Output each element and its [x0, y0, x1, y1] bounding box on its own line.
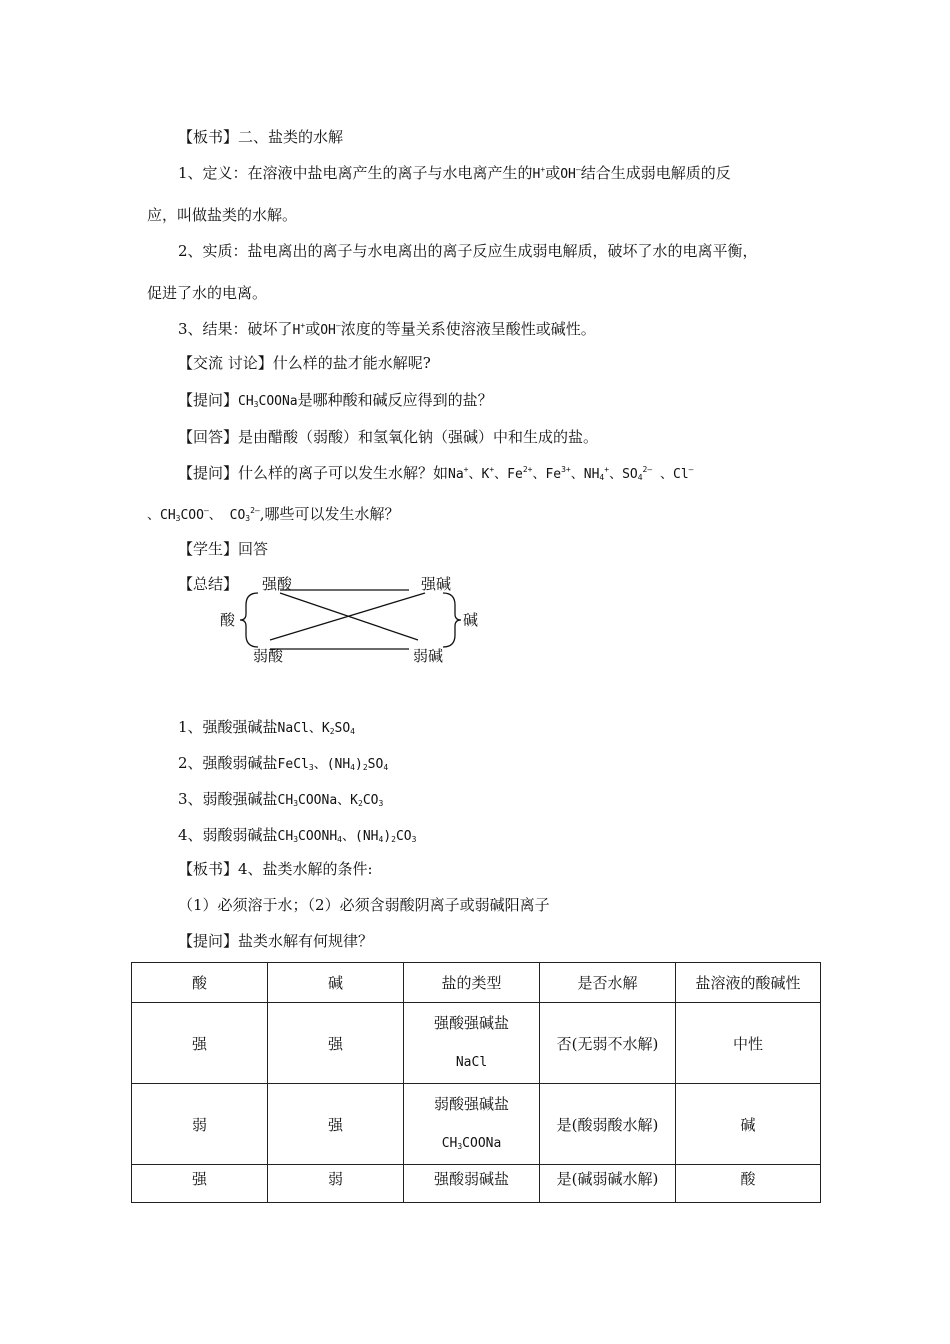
question-line-1: 【提问】$CH_3COONa$是哪种酸和碱反应得到的盐？: [178, 391, 493, 409]
header-property: 盐溶液的酸碱性: [676, 963, 821, 1003]
cell-hydrolysis: 是(酸弱酸水解): [540, 1084, 676, 1165]
definition-line-cont: 应，叫做盐类的水解。: [147, 206, 298, 224]
salt-type-text: 弱酸强碱盐: [433, 1095, 509, 1113]
cell-hydrolysis: 否(无弱不水解): [540, 1003, 676, 1084]
table-header-row: [132, 963, 821, 1003]
strong-acid-label: 强酸: [262, 575, 293, 593]
header-salt-type: 盐的类型: [404, 963, 540, 1003]
heading-hydrolysis: 【板书】二、盐类的水解: [178, 128, 344, 146]
weak-acid-label: 弱酸: [253, 647, 284, 665]
cell-acid: 强: [132, 1003, 268, 1084]
salt-type-2: 2、强酸弱碱盐FeCl$_3$、$(NH_4)_2SO_4$: [178, 754, 389, 772]
salt-example: $CH_3COONa$: [441, 1136, 502, 1151]
salt-type-4: 4、弱酸弱碱盐$CH_3COONH_4$、$(NH_4)_2CO_3$: [178, 826, 417, 844]
discussion-line: 【交流 讨论】什么样的盐才能水解呢?: [178, 354, 431, 372]
cell-acid: 强: [132, 1165, 268, 1203]
answer-line: 【回答】是由醋酸（弱酸）和氢氧化钠（强碱）中和生成的盐。: [178, 428, 599, 446]
left-brace: [240, 593, 258, 647]
student-line: 【学生】回答: [178, 540, 269, 558]
question-line-2: 【提问】什么样的离子可以发生水解？如Na+、K+、$Fe^{2+}$、$Fe^{3+}$、$NH_4^+$、$SO_4^{2—}$ 、Cl—: [178, 464, 694, 482]
summary-label: 【总结】: [178, 575, 239, 593]
cell-property: 中性: [676, 1003, 821, 1084]
result-line: 3、结果：破坏了H+或OH—浓度的等量关系使溶液呈酸性或碱性。: [178, 320, 596, 338]
rule-question: 【提问】盐类水解有何规律？: [178, 932, 374, 950]
table-row: [132, 1003, 821, 1084]
table-row: [132, 1165, 821, 1203]
base-label: 碱: [463, 611, 479, 629]
weak-base-label: 弱碱: [413, 647, 444, 665]
cell-salt-type: 强酸弱碱盐: [404, 1165, 540, 1203]
salt-type-text: 强酸强碱盐: [433, 1014, 509, 1032]
header-base: 碱: [268, 963, 404, 1003]
table-row: [132, 1084, 821, 1165]
cell-property: 碱: [676, 1084, 821, 1165]
cell-base: 强: [268, 1003, 404, 1084]
cell-property: 酸: [676, 1165, 821, 1203]
cell-acid: 弱: [132, 1084, 268, 1165]
salt-type-1: 1、强酸强碱盐NaCl、$K_2SO_4$: [178, 718, 355, 736]
conditions-line: （1）必须溶于水；（2）必须含弱酸阴离子或弱碱阳离子: [178, 896, 550, 914]
acid-label: 酸: [220, 611, 236, 629]
cell-hydrolysis: 是(碱弱碱水解): [540, 1165, 676, 1203]
cell-base: 强: [268, 1084, 404, 1165]
strong-base-label: 强碱: [421, 575, 452, 593]
salt-example: NaCl: [455, 1055, 488, 1070]
essence-line-cont: 促进了水的电离。: [147, 284, 268, 302]
hydrolysis-table: [131, 962, 821, 1203]
right-brace: [443, 593, 461, 647]
question-line-2-cont: 、$CH_3COO^—$、 $CO_3^{2—}$,哪些可以发生水解？: [147, 505, 400, 523]
line-weak-acid-strong-base: [270, 593, 425, 640]
definition-line: 1、定义：在溶液中盐电离产生的离子与水电离产生的H+或OH—结合生成弱电解质的反: [178, 164, 731, 182]
cell-base: 弱: [268, 1165, 404, 1203]
cell-salt-type: [404, 1003, 540, 1084]
header-acid: 酸: [132, 963, 268, 1003]
cell-salt-type: [404, 1084, 540, 1165]
board-conditions: 【板书】4、盐类水解的条件:: [178, 860, 373, 878]
header-hydrolysis: 是否水解: [540, 963, 676, 1003]
salt-type-3: 3、弱酸强碱盐$CH_3COONa$、$K_2CO_3$: [178, 790, 384, 808]
essence-line: 2、实质：盐电离出的离子与水电离出的离子反应生成弱电解质，破坏了水的电离平衡，: [178, 242, 758, 260]
